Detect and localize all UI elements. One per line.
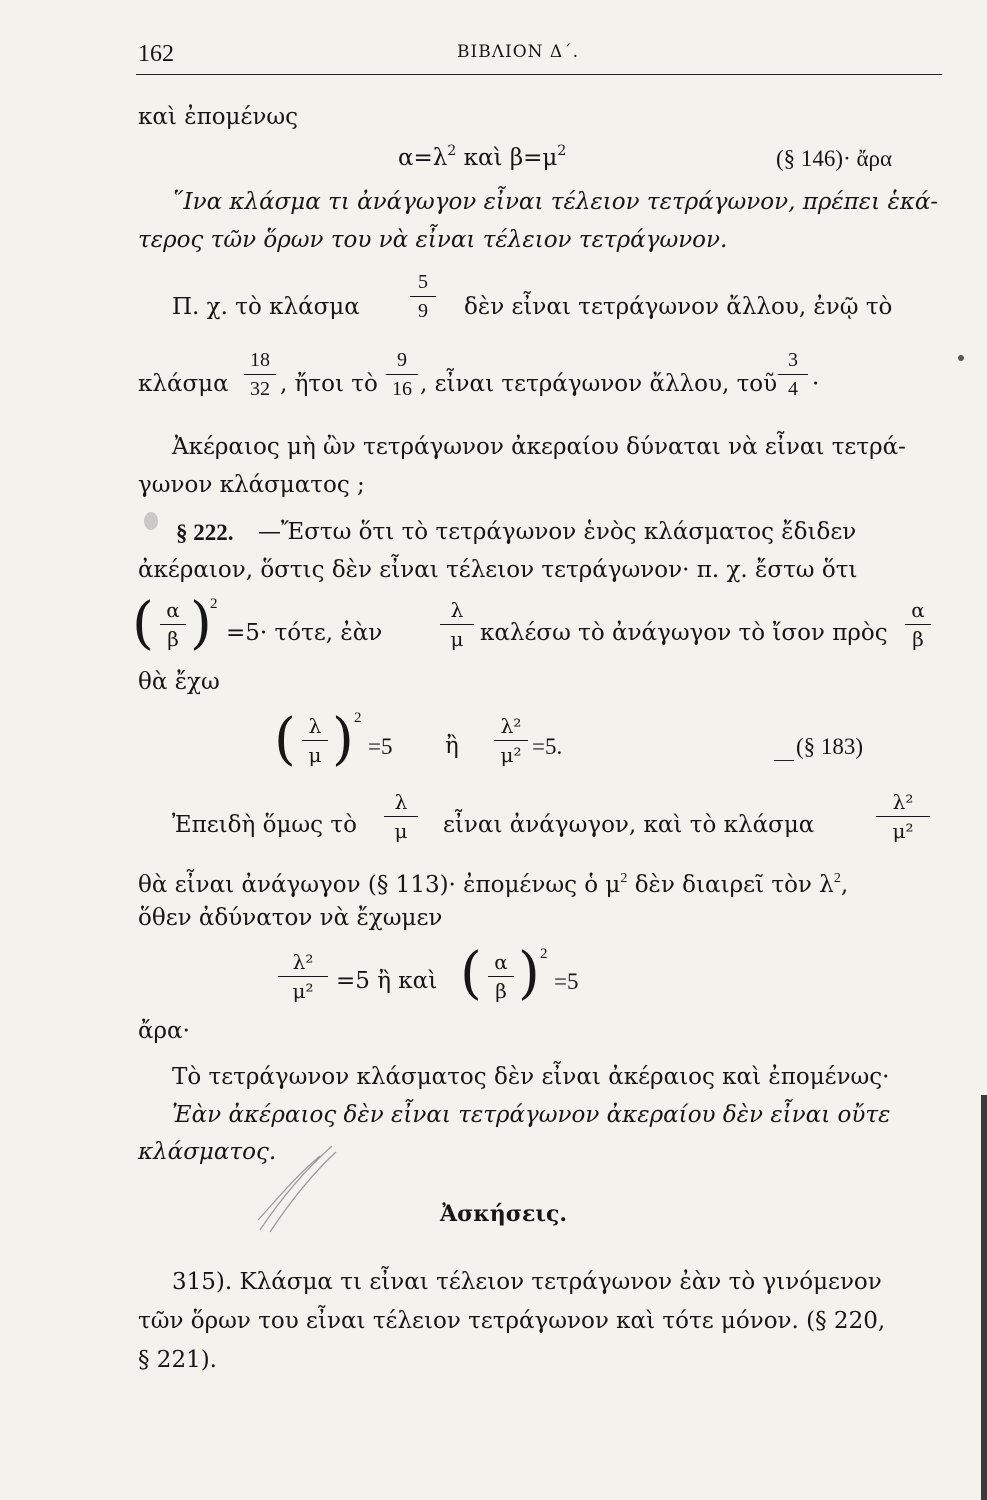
fraction-alpha-beta: α β <box>160 600 186 649</box>
text-line: ἄρα· <box>138 1018 190 1044</box>
equation-part: =5 ἢ καὶ <box>336 968 438 994</box>
fraction-lambda2-mu2: λ² μ² <box>278 952 328 1001</box>
exercise-line: § 221). <box>138 1347 217 1373</box>
exponent: 2 <box>210 596 218 612</box>
text-line: εἶναι ἀνάγωγον, καὶ τὸ κλάσμα <box>443 812 815 838</box>
page-number: 162 <box>138 41 174 67</box>
equation-part: =5. <box>532 734 563 759</box>
fraction-alpha-beta: α β <box>905 600 931 649</box>
equation-part: =5 <box>368 734 393 759</box>
exponent: 2 <box>354 710 362 726</box>
running-title: ΒΙΒΛΙΟΝ Δ΄. <box>457 42 580 62</box>
left-paren: ( <box>274 707 296 772</box>
fraction-lambda2-mu2: λ² μ² <box>876 792 930 841</box>
exponent: 2 <box>540 946 548 962</box>
text-line: καλέσω τὸ ἀνάγωγον τὸ ἴσον πρὸς <box>480 620 888 646</box>
theorem-line: τερος τῶν ὅρων του νὰ εἶναι τέλειον τετράγωνον. <box>138 227 728 253</box>
text-line: ὅθεν ἀδύνατον νὰ ἔχωμεν <box>138 905 443 931</box>
text-line: Ἐπειδὴ ὅμως τὸ <box>172 812 357 838</box>
equation-1: $\alpha=\lambda^2$ καὶ $\beta=\mu^2$ <box>398 143 567 171</box>
fraction-lambda-mu: λ μ <box>302 716 328 765</box>
fraction-3-4: 3 4 <box>778 350 808 399</box>
theorem-line: κλάσματος. <box>138 1139 277 1165</box>
section-reference: (§ 146)· ἄρα <box>776 146 893 171</box>
fraction-5-9: 5 9 <box>410 272 436 321</box>
exercise-line: 315). Κλάσμα τι εἶναι τέλειον τετράγωνον ἐὰν τὸ γινόμενον <box>172 1269 882 1295</box>
punctuation: · <box>812 371 820 397</box>
left-paren: ( <box>460 941 482 1006</box>
section-line: ἀκέραιον, ὅστις δὲν εἶναι τέλειον τετράγωνον· π. χ. ἔστω ὅτι <box>138 557 858 583</box>
exercise-line: τῶν ὅρων του εἶναι τέλειον τετράγωνον καὶ τότε μόνον. (§ 220, <box>138 1308 886 1334</box>
fraction-lambda-mu: λ μ <box>440 600 474 649</box>
text-line: , εἶναι τετράγωνον ἄλλου, τοῦ <box>420 371 778 397</box>
question-line: Ἀκέραιος μὴ ὢν τετράγωνον ἀκεραίου δύναται νὰ εἶναι τετρά- <box>172 434 906 460</box>
text-line: θὰ εἶναι ἀνάγωγον (§ 113)· ἐπομένως ὁ $\mu^2$ δὲν διαιρεῖ τὸν $\lambda^2$, <box>138 871 849 898</box>
text-line: κλάσμα <box>138 371 229 397</box>
right-paren: ) <box>190 591 212 656</box>
fraction-lambda2-mu2: λ² μ² <box>494 716 528 765</box>
section-reference: (§ 183) <box>796 734 864 759</box>
right-paren: ) <box>332 707 354 772</box>
text-line: καὶ ἐπομένως <box>138 104 299 130</box>
section-line: —Ἔστω ὅτι τὸ τετράγωνον ἑνὸς κλάσματος ἔδιδεν <box>258 519 857 545</box>
section-number: § 222. <box>176 520 234 545</box>
equation-part: =5 <box>554 969 579 994</box>
fraction-18-32: 18 32 <box>244 350 276 399</box>
pencil-scribble <box>250 1140 340 1240</box>
right-paren: ) <box>518 941 540 1006</box>
text-line: Τὸ τετράγωνον κλάσματος δὲν εἶναι ἀκέραιος καὶ ἐπομένως· <box>172 1064 890 1090</box>
equation-part: ἢ <box>445 733 459 759</box>
underline-mark <box>774 760 794 761</box>
question-line: γωνον κλάσματος ; <box>138 472 365 498</box>
fraction-alpha-beta: α β <box>488 952 514 1001</box>
text-line: θὰ ἔχω <box>138 669 220 695</box>
fraction-lambda-mu: λ μ <box>384 792 418 841</box>
text-line: =5· τότε, ἐὰν <box>226 620 383 646</box>
theorem-line: ῞Ινα κλάσμα τι ἀνάγωγον εἶναι τέλειον τετράγωνον, πρέπει ἑκά- <box>172 189 939 215</box>
header-rule <box>136 74 942 75</box>
fraction-9-16: 9 16 <box>386 350 418 399</box>
exercises-heading: Ἀσκήσεις. <box>440 1201 568 1227</box>
text-line: δὲν εἶναι τετράγωνον ἄλλου, ἐνῷ τὸ <box>464 294 893 320</box>
ink-speck <box>958 355 964 361</box>
theorem-line: Ἐὰν ἀκέραιος δὲν εἶναι τετράγωνον ἀκεραίου δὲν εἶναι οὔτε <box>172 1102 891 1128</box>
text-line: , ἤτοι τὸ <box>280 371 378 397</box>
binding-edge <box>981 1095 987 1500</box>
left-paren: ( <box>132 591 154 656</box>
text-line: Π. χ. τὸ κλάσμα <box>172 294 360 320</box>
paper-blemish <box>144 512 158 530</box>
